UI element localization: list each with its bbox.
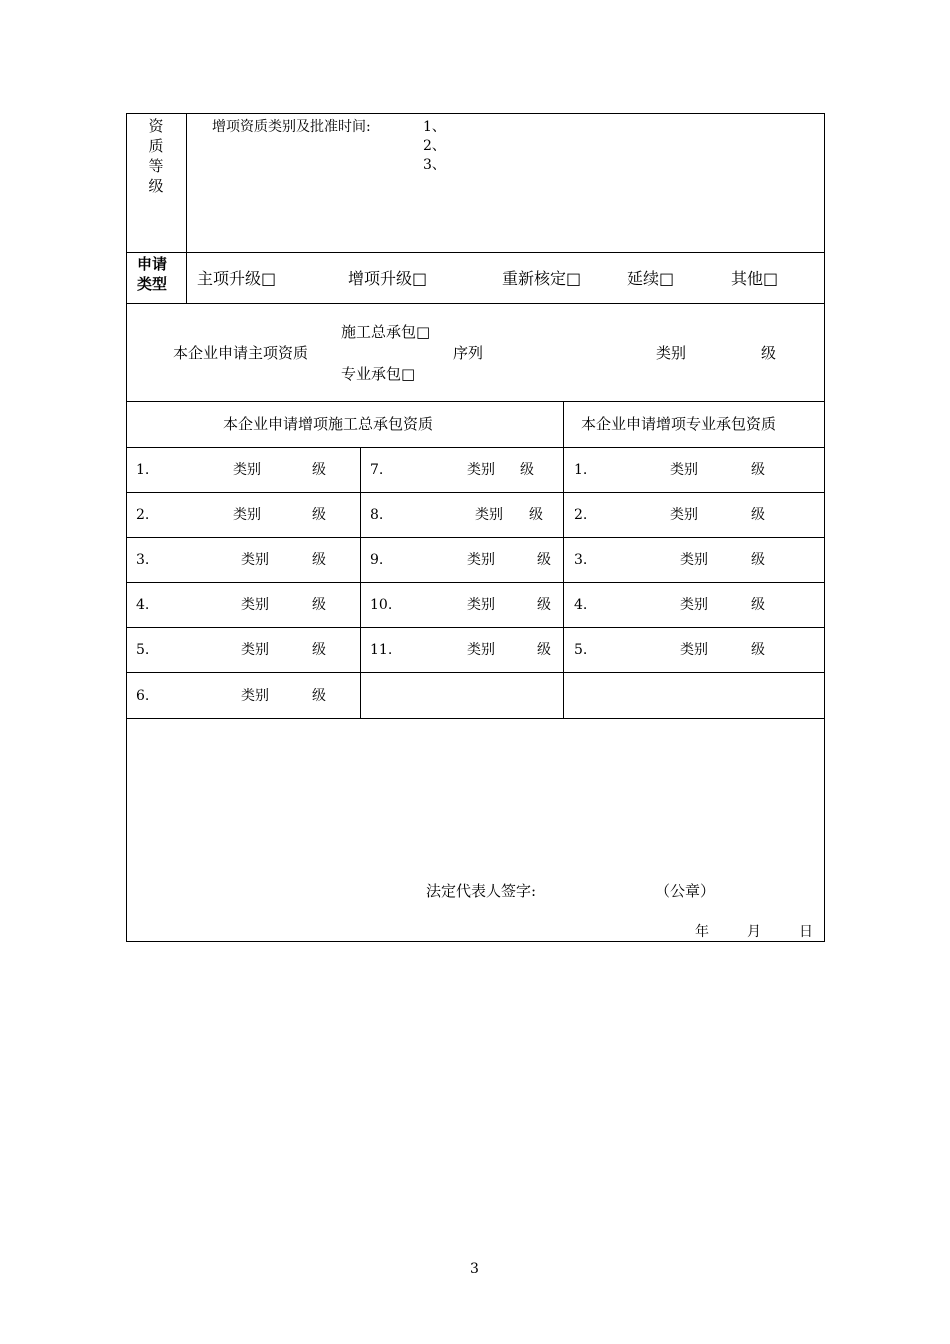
row-number: 4.: [136, 597, 150, 613]
row-grade: 级: [537, 597, 551, 613]
row-category: 类别: [680, 552, 708, 568]
seal-label: （公章）: [655, 882, 716, 900]
row-category: 类别: [241, 642, 269, 658]
qualification-item: 1、: [423, 119, 446, 135]
row-number: 3.: [136, 552, 150, 568]
row-category: 类别: [467, 597, 495, 613]
general-contracting-header: 本企业申请增项施工总承包资质: [223, 415, 434, 433]
row-divider: [126, 492, 825, 493]
row-divider: [126, 401, 825, 402]
sequence-label: 序列: [453, 344, 484, 362]
row-number: 2.: [136, 507, 150, 523]
row-number: 1.: [136, 462, 150, 478]
row-category: 类别: [467, 642, 495, 658]
row-grade: 级: [312, 688, 326, 704]
qualification-item: 3、: [423, 157, 446, 173]
date-month: 月: [747, 924, 761, 940]
row-divider: [126, 627, 825, 628]
row-grade: 级: [312, 642, 326, 658]
row-category: 类别: [241, 552, 269, 568]
column-divider: [186, 113, 187, 303]
row-divider: [126, 582, 825, 583]
row-grade: 级: [751, 552, 765, 568]
row-number: 11.: [370, 642, 393, 658]
row-number: 2.: [574, 507, 588, 523]
option-special-contracting[interactable]: 专业承包□: [341, 365, 416, 383]
row-grade: 级: [529, 507, 543, 523]
row-divider: [126, 447, 825, 448]
row-grade: 级: [312, 597, 326, 613]
label-char: 等: [148, 157, 164, 175]
row-divider: [126, 672, 825, 673]
label-char: 级: [148, 177, 164, 195]
row-number: 7.: [370, 462, 384, 478]
row-divider: [126, 303, 825, 304]
option-general-contracting[interactable]: 施工总承包□: [341, 323, 431, 341]
category-label: 类别: [656, 344, 687, 362]
row-divider: [126, 252, 825, 253]
column-divider: [563, 401, 564, 718]
row-number: 10.: [370, 597, 393, 613]
row-category: 类别: [241, 688, 269, 704]
row-category: 类别: [680, 597, 708, 613]
row-number: 4.: [574, 597, 588, 613]
qualification-item: 2、: [423, 138, 446, 154]
application-type-label: 申请: [137, 255, 168, 273]
row-grade: 级: [312, 462, 326, 478]
date-year: 年: [695, 924, 709, 940]
row-grade: 级: [312, 507, 326, 523]
row-divider: [126, 537, 825, 538]
row-category: 类别: [680, 642, 708, 658]
row-category: 类别: [233, 507, 261, 523]
application-type-label: 类型: [137, 275, 168, 293]
row-grade: 级: [312, 552, 326, 568]
special-contracting-header: 本企业申请增项专业承包资质: [581, 415, 777, 433]
row-category: 类别: [241, 597, 269, 613]
added-qualification-label: 增项资质类别及批准时间:: [212, 119, 371, 135]
row-grade: 级: [537, 642, 551, 658]
main-qualification-prefix: 本企业申请主项资质: [173, 344, 309, 362]
row-grade: 级: [751, 462, 765, 478]
row-category: 类别: [670, 507, 698, 523]
column-divider: [360, 447, 361, 718]
option-renewal[interactable]: 延续□: [627, 269, 675, 288]
row-grade: 级: [751, 507, 765, 523]
row-category: 类别: [467, 462, 495, 478]
row-grade: 级: [751, 597, 765, 613]
row-category: 类别: [467, 552, 495, 568]
row-grade: 级: [537, 552, 551, 568]
label-char: 质: [148, 137, 164, 155]
row-grade: 级: [520, 462, 534, 478]
qualification-label: [146, 116, 166, 196]
row-number: 9.: [370, 552, 384, 568]
row-number: 5.: [136, 642, 150, 658]
form-table: [126, 113, 825, 942]
legal-rep-signature-label: 法定代表人签字:: [426, 882, 537, 900]
date-day: 日: [799, 924, 813, 940]
row-grade: 级: [751, 642, 765, 658]
row-number: 8.: [370, 507, 384, 523]
option-main-upgrade[interactable]: 主项升级□: [197, 269, 277, 288]
row-number: 1.: [574, 462, 588, 478]
row-category: 类别: [475, 507, 503, 523]
row-number: 6.: [136, 688, 150, 704]
row-number: 5.: [574, 642, 588, 658]
option-reverify[interactable]: 重新核定□: [502, 269, 582, 288]
row-category: 类别: [670, 462, 698, 478]
row-category: 类别: [233, 462, 261, 478]
option-added-upgrade[interactable]: 增项升级□: [348, 269, 428, 288]
label-char: 资: [148, 117, 164, 135]
row-number: 3.: [574, 552, 588, 568]
option-other[interactable]: 其他□: [731, 269, 779, 288]
row-divider: [126, 718, 825, 719]
grade-label: 级: [761, 344, 777, 362]
page-number: 3: [470, 1261, 479, 1277]
